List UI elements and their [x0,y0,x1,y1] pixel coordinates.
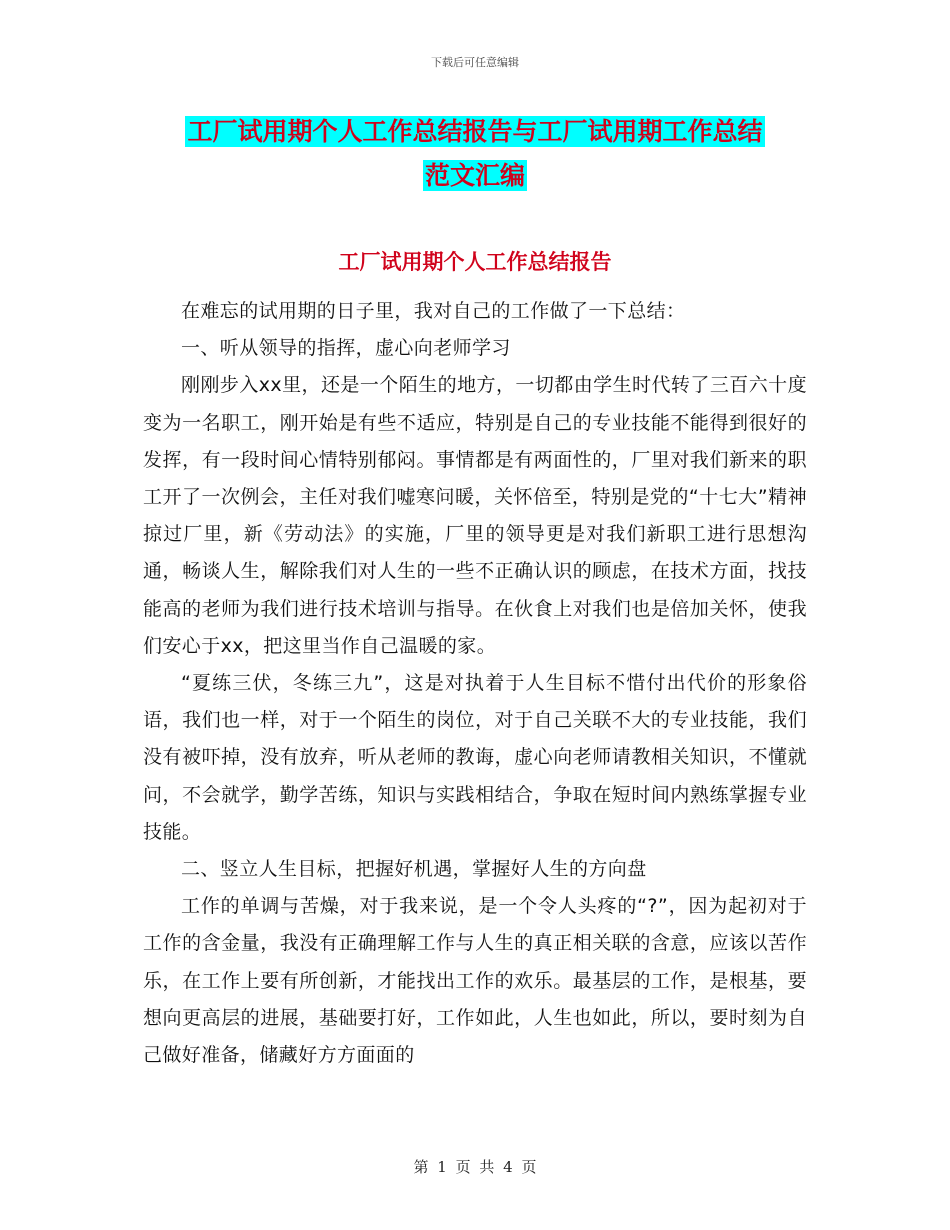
paragraph: 在难忘的试用期的日子里，我对自己的工作做了一下总结： [181,300,686,322]
section-heading: 二、竖立人生目标，把握好机遇，掌握好人生的方向盘 [181,858,647,881]
paragraph: 工作的单调与苦燥，对于我来说，是一个令人头疼的“?”，因为起初对于工作的含金量，我没有正确理解工作与人生的真正相关联的含意，应该以苦作乐，在工作上要有所创新，才能找出工作的欢乐。最基层的工作，是根基，要想向更高层的进展，基础要打好，工作如此，人生也如此，所以，要时刻为自己做好准备，储藏好方方面面的 [143,895,807,1067]
section-heading: 一、听从领导的指挥，虚心向老师学习 [181,337,511,360]
body-text [143,293,807,1074]
main-title-line1: 工厂试用期个人工作总结报告与工厂试用期工作总结 [187,117,763,146]
paragraph: 刚刚步入xx里，还是一个陌生的地方，一切都由学生时代转了三百六十度变为一名职工，刚开始是有些不适应，特别是自己的专业技能不能得到很好的发挥，有一段时间心情特别郁闷。事情都是有两面性的，厂里对我们新来的职工开了一次例会，主任对我们嘘寒问暖，关怀倍至，特别是党的“十七大”精神掠过厂里，新《劳动法》的实施，厂里的领导更是对我们新职工进行思想沟通，畅谈人生，解除我们对人生的一些不正确认识的顾虑，在技术方面，找技能高的老师为我们进行技术培训与指导。在伙食上对我们也是倍加关怀，使我们安心于xx，把这里当作自己温暖的家。 [143,374,807,657]
main-title [140,110,810,198]
section-title: 工厂试用期个人工作总结报告 [338,250,612,274]
header-note: 下载后可任意编辑 [431,56,519,69]
main-title-line2: 范文汇编 [424,161,525,190]
paragraph: “夏练三伏，冬练三九”，这是对执着于人生目标不惜付出代价的形象俗语，我们也一样，对于一个陌生的岗位，对于自己关联不大的专业技能，我们没有被吓掉，没有放弃，听从老师的教诲，虚心向老师请教相关知识，不懂就问，不会就学，勤学苦练，知识与实践相结合，争取在短时间内熟练掌握专业技能。 [143,672,807,843]
page-footer: 第 1 页 共 4 页 [413,1158,537,1176]
